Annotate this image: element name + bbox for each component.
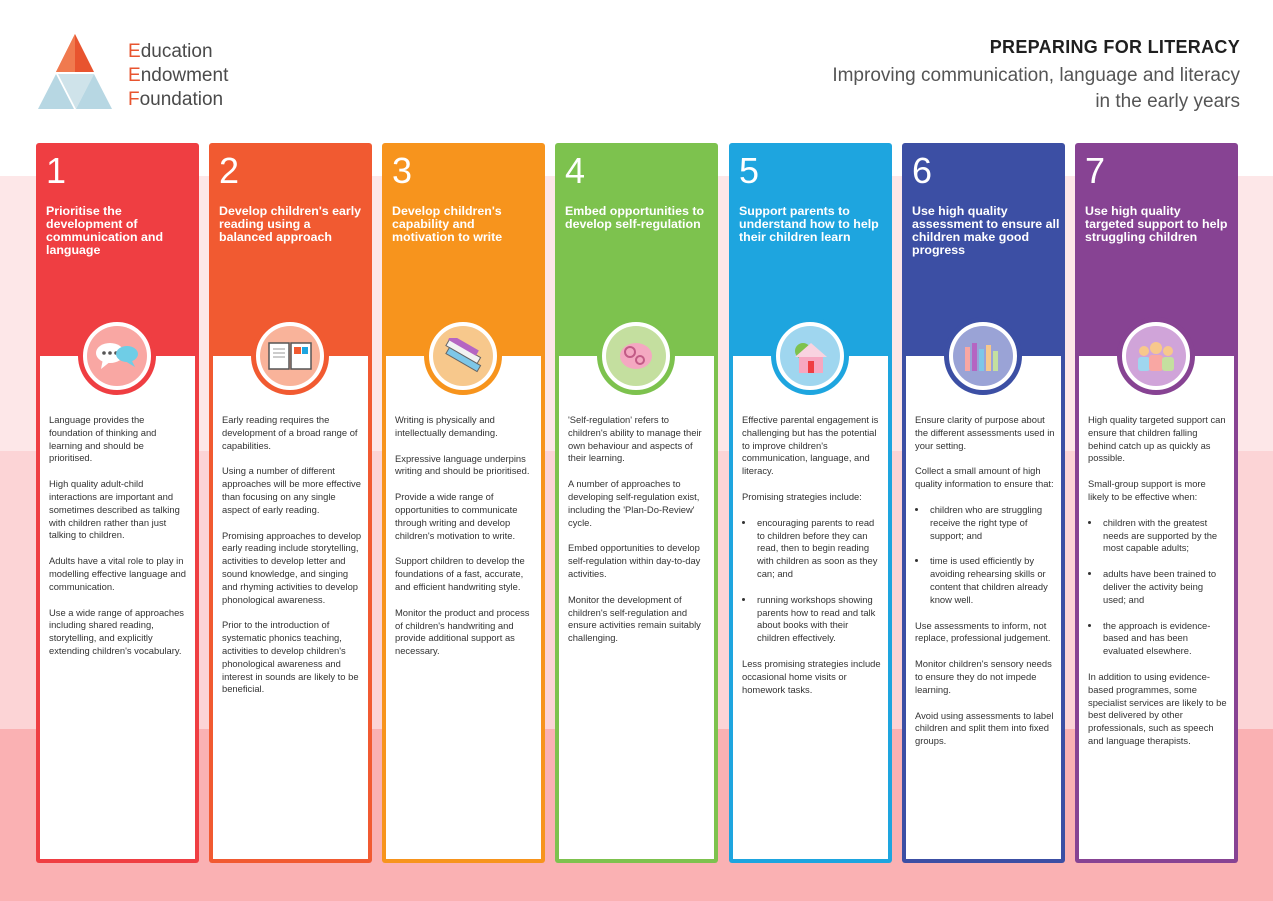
recommendation-icon-badge (597, 317, 675, 395)
body-paragraph: Adults have a vital role to play in modelling effective language and communication. (49, 555, 186, 592)
people-group-icon (1126, 326, 1186, 386)
recommendation-icon-badge (78, 317, 156, 395)
body-paragraph: Provide a wide range of opportunities to communicate through writing and develop children's motivation to write. (395, 491, 518, 541)
recommendation-heading: Prioritise the development of communication and language (46, 204, 164, 257)
speech-bubbles-icon (87, 326, 147, 386)
pencils-icon (433, 326, 493, 386)
recommendation-heading: Develop children's capability and motivation to write (392, 204, 503, 244)
body-paragraph: Language provides the foundation of thinking and learning and should be prioritised. (49, 414, 157, 464)
recommendation-column-6 (902, 143, 1065, 863)
recommendation-heading: Use high quality assessment to ensure all children make good progress (912, 204, 1060, 257)
eef-logo-text (128, 40, 228, 112)
recommendation-column-4 (555, 143, 718, 863)
body-paragraph: High quality adult-child interactions are important and sometimes described as talking with children rather than just talking to children. (49, 478, 180, 541)
logo-line-2: Endowment (128, 65, 229, 86)
bullet-item: • children with the greatest needs are supported by the most capable adults; (1101, 517, 1228, 555)
recommendation-heading: Embed opportunities to develop self-regulation (565, 204, 705, 231)
bullet-list (915, 504, 1055, 607)
recommendation-number: 3 (392, 150, 413, 191)
recommendation-body (1088, 414, 1228, 761)
body-paragraph: Effective parental engagement is challenging but has the potential to improve children's communication, language, and literacy. (742, 414, 879, 477)
open-book-icon (260, 326, 320, 386)
body-paragraph: A number of approaches to developing self-regulation exist, including the 'Plan-Do-Review' cycle. (568, 478, 700, 528)
body-paragraph: Expressive language underpins writing and should be prioritised. (395, 452, 530, 477)
body-paragraph: High quality targeted support can ensure that children falling behind catch up as quickly as possible. (1088, 414, 1226, 464)
page-title: PREPARING FOR LITERACY (989, 37, 1240, 57)
recommendation-body (222, 414, 362, 709)
body-paragraph: Avoid using assessments to label children and split them into fixed groups. (915, 709, 1054, 747)
recommendation-icon-badge (424, 317, 502, 395)
recommendation-number: 5 (739, 150, 760, 191)
body-paragraph: Use a wide range of approaches including shared reading, storytelling, and explicitly extending children's vocabulary. (49, 606, 184, 656)
recommendation-heading: Develop children's early reading using a balanced approach (219, 204, 362, 244)
recommendation-body (49, 414, 189, 671)
bullet-item: • time is used efficiently by avoiding rehearsing skills or content that children already know well. (928, 555, 1055, 606)
logo-line-3: Foundation (128, 89, 224, 110)
bullet-list (742, 517, 882, 645)
recommendation-column-7 (1075, 143, 1238, 863)
recommendation-column-5 (729, 143, 892, 863)
bullet-item: • the approach is evidence-based and has been evaluated elsewhere. (1101, 620, 1228, 658)
bullet-list (1088, 517, 1228, 658)
recommendation-number: 4 (565, 150, 586, 191)
recommendation-body (395, 414, 535, 671)
recommendation-column-3 (382, 143, 545, 863)
body-paragraph: Small-group support is more likely to be effective when: (1088, 478, 1206, 502)
body-paragraph: Monitor children's sensory needs to ensure they do not impede learning. (915, 658, 1052, 695)
recommendation-column-1 (36, 143, 199, 863)
recommendation-number: 2 (219, 150, 240, 191)
recommendation-icon-badge (944, 317, 1022, 395)
body-paragraph: Promising approaches to develop early reading include storytelling, activities to develop letter and sound knowledge, and singing and rhyming activities to develop phonological awareness. (222, 529, 362, 605)
page-subtitle: Improving communication, language and literacy in the early years (832, 65, 1240, 112)
body-paragraph: 'Self-regulation' refers to children's ability to manage their own behaviour and aspects of their learning. (568, 414, 702, 464)
body-paragraph: Ensure clarity of purpose about the different assessments used in your setting. (915, 414, 1055, 451)
recommendation-icon-badge (251, 317, 329, 395)
bullet-item: • children who are struggling receive the right type of support; and (928, 504, 1055, 542)
body-paragraph: Collect a small amount of high quality information to ensure that: (915, 465, 1054, 490)
brain-gears-icon (606, 326, 666, 386)
eef-logo-icon (38, 34, 118, 114)
body-paragraph: Monitor the product and process of children's handwriting and provide additional support as necessary. (395, 606, 530, 657)
recommendation-number: 6 (912, 150, 933, 191)
body-paragraph: Using a number of different approaches will be more effective than focusing on any single aspect of early reading. (222, 465, 361, 515)
body-paragraph: Support children to develop the foundations of a fast, accurate, and efficient handwriting style. (395, 555, 525, 592)
body-paragraph: Early reading requires the development of a broad range of capabilities. (222, 414, 358, 451)
bar-chart-icon (953, 326, 1013, 386)
body-paragraph: Prior to the introduction of systematic phonics teaching, activities to develop children's phonological awareness and interest in sounds are likely to be beneficial. (222, 619, 359, 695)
recommendation-body (568, 414, 708, 658)
body-paragraph: Monitor the development of children's self-regulation and ensure activities remain suitably challenging. (568, 593, 701, 644)
recommendation-heading: Use high quality targeted support to help struggling children (1085, 204, 1228, 244)
recommendation-icon-badge (771, 317, 849, 395)
bullet-item: • running workshops showing parents how to read and talk about books with their children effectively. (755, 594, 882, 645)
body-paragraph: Less promising strategies include occasional home visits or homework tasks. (742, 657, 881, 695)
recommendation-heading: Support parents to understand how to help their children learn (739, 204, 879, 244)
recommendation-number: 7 (1085, 150, 1106, 191)
recommendation-column-2 (209, 143, 372, 863)
bullet-item: • adults have been trained to deliver the activity being used; and (1101, 568, 1228, 606)
body-paragraph: Promising strategies include: (742, 490, 862, 502)
recommendation-body (742, 414, 882, 709)
recommendation-number: 1 (46, 150, 67, 191)
recommendation-icon-badge (1117, 317, 1195, 395)
logo-line-1: Education (128, 41, 213, 62)
body-paragraph: Embed opportunities to develop self-regulation within day-to-day activities. (568, 542, 701, 579)
body-paragraph: In addition to using evidence-based programmes, some specialist services are likely to be best delivered by other professionals, such as speech and language therapists. (1088, 670, 1227, 746)
bullet-item: • encouraging parents to read to children before they can read, then to begin reading with children as soon as they can; and (755, 517, 882, 581)
recommendation-body (915, 414, 1055, 761)
body-paragraph: Writing is physically and intellectually demanding. (395, 414, 498, 438)
body-paragraph: Use assessments to inform, not replace, professional judgement. (915, 619, 1051, 644)
house-icon (780, 326, 840, 386)
